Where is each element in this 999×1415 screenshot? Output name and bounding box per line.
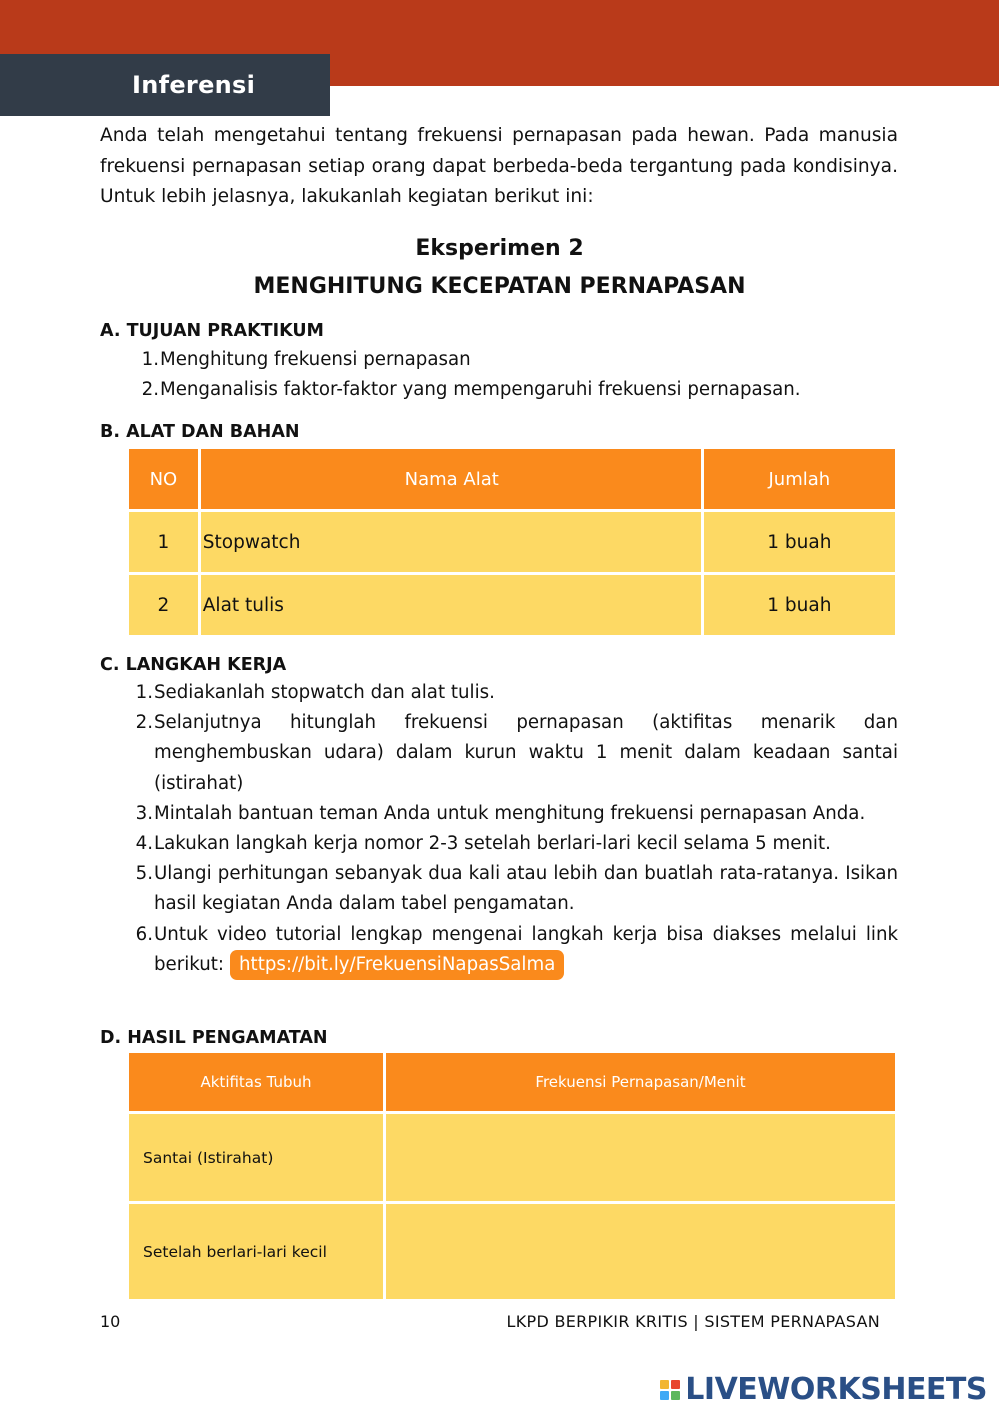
item-text: Menghitung frekuensi pernapasan <box>160 349 471 370</box>
table-row <box>128 1113 897 1203</box>
intro-paragraph: Anda telah mengetahui tentang frekuensi pernapasan pada hewan. Pada manusia frekuensi pernapasan setiap orang dapat berbeda-beda tergantung pada kondisinya. Untuk lebih jelasnya, lakukanlah kegiatan berikut ini: <box>100 125 898 207</box>
section-c-heading: C. LANGKAH KERJA <box>100 655 287 675</box>
objectives-list <box>0 345 999 405</box>
logo-square <box>671 1391 680 1400</box>
section-d-heading: D. HASIL PENGAMATAN <box>100 1028 328 1048</box>
list-item <box>0 375 999 405</box>
table-header-row <box>128 448 897 511</box>
experiment-title: MENGHITUNG KECEPATAN PERNAPASAN <box>253 274 746 299</box>
cell-no: 2 <box>128 574 200 637</box>
cell-aktifitas: Santai (Istirahat) <box>128 1113 385 1203</box>
cell-nama-alat: Alat tulis <box>199 574 702 637</box>
logo-square <box>660 1380 669 1389</box>
item-number: 5. <box>135 863 153 885</box>
table-row <box>128 574 897 637</box>
item-number: 6. <box>135 923 153 945</box>
item-number: 4. <box>135 833 153 855</box>
table-header-row <box>128 1052 897 1113</box>
section-a-heading: A. TUJUAN PRAKTIKUM <box>100 321 324 341</box>
list-item <box>0 920 898 980</box>
item-number: 2. <box>141 379 159 401</box>
list-item <box>0 859 898 919</box>
item-text: Selanjutnya hitunglah frekuensi pernapasan (aktifitas menarik dan menghembuskan udara) dalam kurun waktu 1 menit dalam keadaan santai (istirahat) <box>154 712 898 794</box>
item-number: 1. <box>135 682 153 703</box>
cell-jumlah: 1 buah <box>702 574 896 637</box>
answer-cell-frekuensi[interactable] <box>385 1203 897 1301</box>
list-item <box>0 678 898 708</box>
header-frekuensi: Frekuensi Pernapasan/Menit <box>385 1052 897 1113</box>
logo-square <box>671 1380 680 1389</box>
item-number: 1. <box>141 349 159 370</box>
item-text: Ulangi perhitungan sebanyak dua kali atau lebih dan buatlah rata-ratanya. Isikan hasil kegiatan Anda dalam tabel pengamatan. <box>154 863 898 915</box>
item-text: Untuk video tutorial lengkap mengenai langkah kerja bisa diakses melalui link berikut: <box>154 923 898 975</box>
table-row <box>128 511 897 574</box>
item-number: 2. <box>135 712 153 734</box>
table-row <box>128 1203 897 1301</box>
footer-title: LKPD BERPIKIR KRITIS | SISTEM PERNAPASAN <box>506 1312 880 1331</box>
item-text: Menganalisis faktor-faktor yang mempengaruhi frekuensi pernapasan. <box>160 379 801 401</box>
experiment-number: Eksperimen 2 <box>415 236 584 261</box>
answer-cell-frekuensi[interactable] <box>385 1113 897 1203</box>
item-text: Mintalah bantuan teman Anda untuk menghitung frekuensi pernapasan Anda. <box>154 802 866 824</box>
header-aktifitas: Aktifitas Tubuh <box>128 1052 385 1113</box>
list-item <box>0 345 999 375</box>
section-tab <box>0 54 330 116</box>
observation-table <box>126 1050 898 1302</box>
brand-logo-icon <box>660 1380 680 1400</box>
section-label: Inferensi <box>132 71 256 99</box>
tools-table <box>126 446 898 638</box>
cell-no: 1 <box>128 511 200 574</box>
liveworksheets-brand <box>660 1372 987 1407</box>
list-item <box>0 708 898 799</box>
cell-nama-alat: Stopwatch <box>199 511 702 574</box>
item-text: Lakukan langkah kerja nomor 2-3 setelah berlari-lari kecil selama 5 menit. <box>154 833 831 855</box>
item-number: 3. <box>135 802 153 824</box>
list-item <box>0 799 898 829</box>
tutorial-link[interactable]: https://bit.ly/FrekuensiNapasSalma <box>230 950 564 980</box>
cell-aktifitas: Setelah berlari-lari kecil <box>128 1203 385 1301</box>
brand-name: LIVEWORKSHEETS <box>685 1372 987 1407</box>
list-item <box>0 829 898 859</box>
cell-jumlah: 1 buah <box>702 511 896 574</box>
header-nama-alat: Nama Alat <box>199 448 702 511</box>
header-no: NO <box>128 448 200 511</box>
item-text: Sediakanlah stopwatch dan alat tulis. <box>154 682 495 703</box>
logo-square <box>660 1391 669 1400</box>
page-number: 10 <box>100 1312 121 1331</box>
section-b-heading: B. ALAT DAN BAHAN <box>100 422 300 442</box>
header-jumlah: Jumlah <box>702 448 896 511</box>
steps-list <box>0 678 999 980</box>
